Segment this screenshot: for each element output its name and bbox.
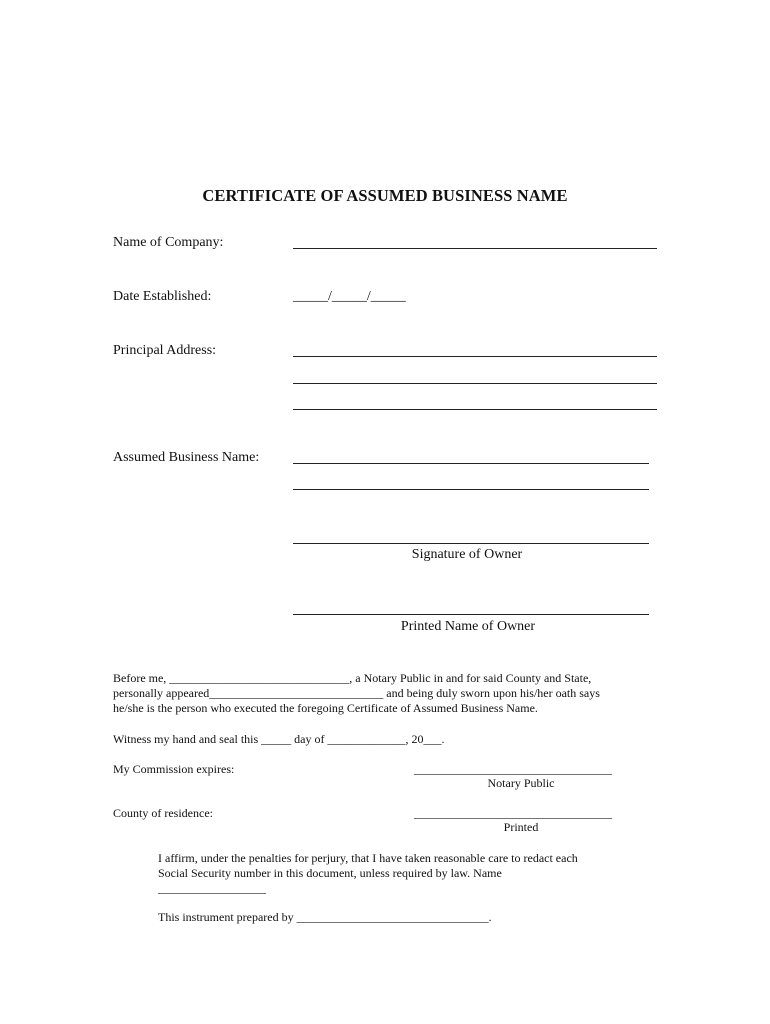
address-line-1[interactable] — [293, 356, 657, 357]
date-established-blank[interactable]: _____/_____/_____ — [293, 289, 406, 304]
printed-name-line[interactable]: _________________________________ — [414, 806, 612, 820]
affirm-line-1: I affirm, under the penalties for perjury, that I have taken reasonable care to redact each — [158, 851, 578, 865]
principal-address-label: Principal Address: — [113, 343, 217, 358]
address-line-2[interactable] — [293, 383, 657, 384]
document-title: CERTIFICATE OF ASSUMED BUSINESS NAME — [202, 186, 568, 205]
printed-caption: Printed — [503, 820, 539, 834]
assumed-name-line-2[interactable] — [293, 489, 649, 490]
assumed-name-line-1[interactable] — [293, 463, 649, 464]
prepared-by-statement: This instrument prepared by ________________________________. — [158, 910, 492, 924]
company-name-label: Name of Company: — [113, 235, 224, 250]
notary-public-signature-line[interactable]: _________________________________ — [414, 762, 612, 776]
assumed-name-label: Assumed Business Name: — [113, 450, 260, 465]
affirm-line-2: Social Security number in this document, unless required by law. Name — [158, 866, 502, 880]
printed-name-of-owner-caption: Printed Name of Owner — [400, 619, 536, 634]
notary-paragraph-line-3: he/she is the person who executed the foregoing Certificate of Assumed Business Name. — [113, 701, 538, 715]
affirm-name-blank[interactable]: __________________ — [158, 881, 266, 895]
date-established-label: Date Established: — [113, 289, 212, 304]
company-name-line[interactable] — [293, 248, 657, 249]
owner-printed-name-line[interactable] — [293, 614, 649, 615]
notary-paragraph-line-1: Before me, ______________________________, a Notary Public in and for said County and State, — [113, 671, 592, 685]
owner-signature-line[interactable] — [293, 543, 649, 544]
address-line-3[interactable] — [293, 409, 657, 410]
commission-expires-label: My Commission expires: — [113, 762, 235, 776]
witness-statement: Witness my hand and seal this _____ day of _____________, 20___. — [113, 732, 445, 746]
county-of-residence-label: County of residence: — [113, 806, 213, 820]
notary-paragraph-line-2: personally appeared_____________________________ and being duly sworn upon his/her oath says — [113, 686, 600, 700]
signature-of-owner-caption: Signature of Owner — [411, 547, 523, 562]
notary-public-caption: Notary Public — [487, 776, 555, 790]
